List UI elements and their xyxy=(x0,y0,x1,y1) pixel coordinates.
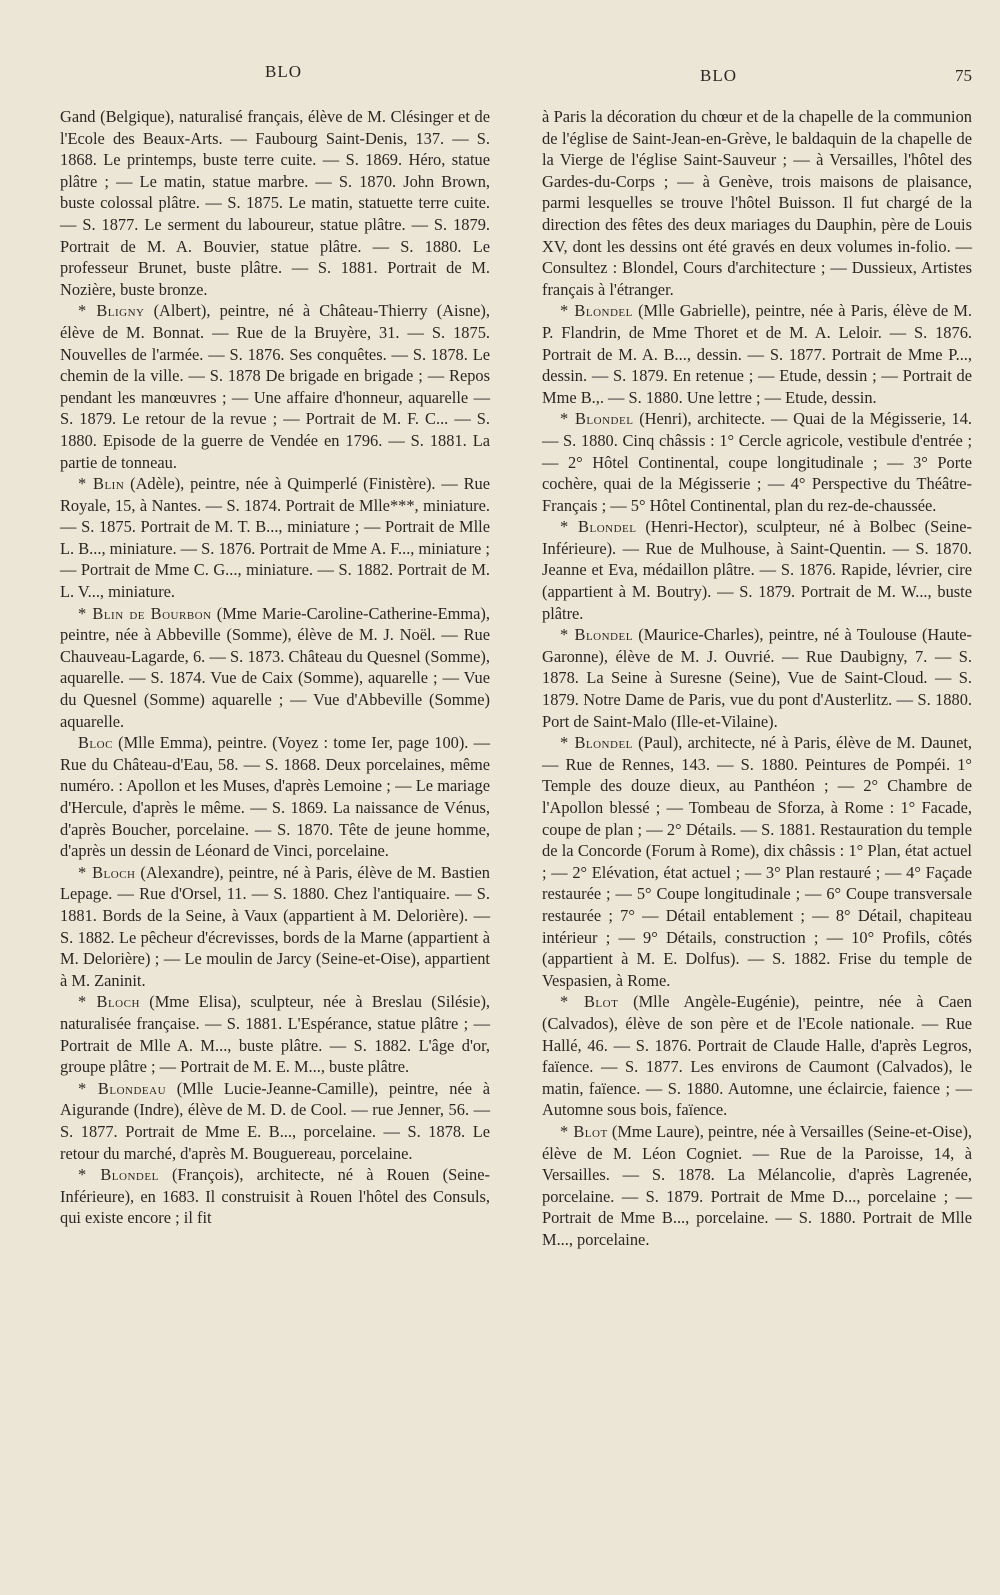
dictionary-entry xyxy=(60,732,490,862)
entry-head: * Bligny xyxy=(78,301,145,321)
entry-head: * Blondeau xyxy=(78,1078,167,1098)
entry-head: * Blondel xyxy=(78,1165,159,1185)
entry-text: (Mme Marie-Caroline-Catherine-Emma), peintre, née à Abbeville (Somme), élève de M. J. Noël. — Rue Chauveau-Lagarde, 6. — S. 1873. Château du Quesnel (Somme), aquarelle. — S. 1874. Vue de Caix (Somme), aquarelle ; — Vue du Quesnel (Somme) aquarelle ; — Vue d'Abbeville (Somme) aquarelle. xyxy=(60,603,490,731)
entry-text: (Maurice-Charles), peintre, né à Toulouse (Haute-Garonne), élève de M. J. Ouvrié. — Rue Daubigny, 7. — S. 1878. La Seine à Suresne (Seine), Vue de Saint-Cloud. — S. 1879. Notre Dame de Paris, vue du pont d'Austerlitz. — S. 1880. Port de Saint-Malo (Ille-et-Vilaine). xyxy=(542,625,972,731)
page-header xyxy=(60,58,972,106)
dictionary-entry xyxy=(60,300,490,473)
entry-head: * Blondel xyxy=(560,301,633,321)
entry-head: * Blondel xyxy=(560,625,633,645)
running-head-left: BLO xyxy=(265,62,302,81)
dictionary-entry xyxy=(542,732,972,991)
entry-head: * Blot xyxy=(560,992,619,1012)
entry-head: Bloc xyxy=(78,733,113,753)
entry-head: * Blondel xyxy=(560,517,637,537)
dictionary-entry xyxy=(60,991,490,1077)
dictionary-entry xyxy=(60,1164,490,1229)
entry-text: (Mme Elisa), sculpteur, née à Breslau (Silésie), naturalisée française. — S. 1881. L'Espérance, statue plâtre ; — Portrait de Mlle A. M..., buste plâtre. — S. 1882. L'âge d'or, groupe plâtre ; — Portrait de M. E. M..., buste plâtre. xyxy=(60,992,491,1077)
entry-head: * Blondel xyxy=(560,733,633,753)
dictionary-entry xyxy=(60,473,490,603)
entry-head: * Blin xyxy=(78,474,125,494)
left-column xyxy=(60,106,490,1250)
entry-text: (Adèle), peintre, née à Quimperlé (Finistère). — Rue Royale, 15, à Nantes. — S. 1874. Portrait de Mlle***, miniature. — S. 1875. Portrait de M. T. B..., miniature ; — Portrait de Mlle L. B..., miniature. — S. 1876. Portrait de Mme A. F..., miniature ; — Portrait de Mme C. G..., miniature. — S. 1882. Portrait de M. L. V..., miniature. xyxy=(60,474,490,602)
entry-text: (Henri), architecte. — Quai de la Mégisserie, 14. — S. 1880. Cinq châssis : 1° Cercle agricole, vestibule d'entrée ; — 2° Hôtel Continental, coupe longitudinale ; — 3° Porte cochère, quai de la Mégisserie ; — 4° Perspective du Théâtre-Français ; — 5° Hôtel Continental, plan du rez-de-chaussée. xyxy=(542,409,972,515)
entry-text: (Paul), architecte, né à Paris, élève de M. Daunet, — Rue de Rennes, 143. — S. 1880. Peintures de Pompéi. 1° Temple des douze dieux, au Panthéon ; — 2° Chambre de l'Apollon blessé ; — Tombeau de Sforza, à Rome : 1° Facade, coupe de plan ; — 2° Détails. — S. 1881. Restauration du temple de la Concorde (Forum à Rome), dix châssis : 1° Plan, état actuel ; — 2° Elévation, état actuel ; — 3° Plan restauré ; — 4° Façade restaurée ; — 5° Coupe longitudinale ; — 6° Coupe transversale restaurée ; 7° — Détail entablement ; — 8° Détail, chapiteau intérieur ; — 9° Détails, construction ; — 10° Profils, côtés (appartient à M. E. Dolfus). — S. 1882. Frise du temple de Vespasien, à Rome. xyxy=(542,733,972,990)
dictionary-entry xyxy=(542,300,972,408)
entry-text: (Mlle Gabrielle), peintre, née à Paris, élève de M. P. Flandrin, de Mme Thoret et de M. A. Leloir. — S. 1876. Portrait de M. A. B..., dessin. — S. 1877. Portrait de Mme P..., dessin. — S. 1879. En retenue ; — Etude, dessin ; — Portrait de Mme B.,. — S. 1880. Une lettre ; — Etude, dessin. xyxy=(542,301,972,407)
entry-text: (Mlle Angèle-Eugénie), peintre, née à Caen (Calvados), élève de son père et de l'Ecole nationale. — Rue Hallé, 46. — S. 1876. Portrait de Claude Halle, d'après Legros, faïence. — S. 1877. Les environs de Caumont (Calvados), le matin, faïence. — S. 1880. Automne, une éclaircie, faience ; — Automne sous bois, faïence. xyxy=(542,992,973,1120)
dictionary-entry xyxy=(542,516,972,624)
entry-text: (Mme Laure), peintre, née à Versailles (Seine-et-Oise), élève de M. Léon Cogniet. — Rue de la Paroisse, 14, à Versailles. — S. 1878. La Mélancolie, d'après Lagrenée, porcelaine. — S. 1879. Portrait de Mme D..., porcelaine ; — Portrait de Mme B..., porcelaine. — S. 1880. Portrait de Mlle M..., porcelaine. xyxy=(542,1121,972,1249)
text-columns xyxy=(60,106,972,1250)
dictionary-entry xyxy=(60,862,490,992)
dictionary-entry xyxy=(60,603,490,733)
dictionary-entry xyxy=(542,1121,972,1251)
continued-entry: à Paris la décoration du chœur et de la chapelle de la communion de l'église de Saint-Jean-en-Grève, le baldaquin de la chapelle de la Vierge de l'église Saint-Sauveur ; — à Versailles, l'hôtel des Gardes-du-Corps ; — à Genève, trois maisons de plaisance, parmi lesquelles se trouve l'hôtel Buisson. Il fut chargé de la direction des fêtes des deux mariages du Dauphin, père de Louis XV, dont les dessins ont été gravés en deux volumes in-folio. — Consultez : Blondel, Cours d'architecture ; — Dussieux, Artistes français à l'étranger. xyxy=(542,107,972,299)
dictionary-entry xyxy=(542,408,972,516)
entry-text: (Albert), peintre, né à Château-Thierry (Aisne), élève de M. Bonnat. — Rue de la Bruyère, 31. — S. 1875. Nouvelles de l'armée. — S. 1876. Ses conquêtes. — S. 1878. Le chemin de la ville. — S. 1878 De brigade en brigade ; — Repos pendant les manœuvres ; — Une affaire d'honneur, aquarelle — S. 1879. Le retour de la revue ; — Portrait de M. F. C... — S. 1880. Episode de la guerre de Vendée en 1796. — S. 1881. La partie de tonneau. xyxy=(60,301,490,472)
entry-head: * Bloch xyxy=(78,862,136,882)
running-head-right: BLO xyxy=(700,66,737,85)
entry-text: (Alexandre), peintre, né à Paris, élève de M. Bastien Lepage. — Rue d'Orsel, 11. — S. 1880. Chez l'antiquaire. — S. 1881. Bords de la Seine, à Vaux (appartient à M. Delorière). — S. 1882. Le pêcheur d'écrevisses, bords de la Marne (appartient à M. Delorière) ; — Le moulin de Jarcy (Seine-et-Oise), appartient à M. Zaninit. xyxy=(60,862,491,990)
entry-head: * Blin de Bourbon xyxy=(78,603,212,623)
entry-text: (Henri-Hector), sculpteur, né à Bolbec (Seine-Inférieure). — Rue de Mulhouse, à Saint-Quentin. — S. 1870. Jeanne et Eva, médaillon plâtre. — S. 1876. Rapide, lévrier, cire (appartient à M. Boutry). — S. 1879. Portrait de M. W..., buste plâtre. xyxy=(542,517,973,623)
entry-head: * Blot xyxy=(560,1121,608,1141)
entry-text: (François), architecte, né à Rouen (Seine-Inférieure), en 1683. Il construisit à Rouen l'hôtel des Consuls, qui existe encore ; il fit xyxy=(60,1165,490,1228)
entry-head: * Bloch xyxy=(78,992,140,1012)
entry-text: (Mlle Emma), peintre. (Voyez : tome Ier, page 100). — Rue du Château-d'Eau, 58. — S. 1868. Deux porcelaines, même numéro. : Apollon et les Muses, d'après Lemoine ; — Le mariage d'Hercule, d'après le même. — S. 1869. La naissance de Vénus, d'après Boucher, porcelaine. — S. 1870. Tête de jeune homme, d'après un dessin de Léonard de Vinci, porcelaine. xyxy=(60,733,490,861)
entry-text: (Mlle Lucie-Jeanne-Camille), peintre, née à Aigurande (Indre), élève de M. D. de Cool. — rue Jenner, 56. — S. 1877. Portrait de Mme E. B..., porcelaine. — S. 1878. Le retour du marché, d'après M. Bouguereau, porcelaine. xyxy=(60,1078,490,1163)
right-column xyxy=(542,106,972,1250)
dictionary-entry xyxy=(60,1078,490,1164)
continued-entry: Gand (Belgique), naturalisé français, élève de M. Clésinger et de l'Ecole des Beaux-Arts. — Faubourg Saint-Denis, 137. — S. 1868. Le printemps, buste terre cuite. — S. 1869. Héro, statue plâtre ; — Le matin, statue marbre. — S. 1870. John Brown, buste colossal plâtre. — S. 1875. Le matin, statuette terre cuite. — S. 1877. Le serment du laboureur, statue plâtre. — S. 1879. Portrait de M. A. Bouvier, statue plâtre. — S. 1880. Le professeur Brunet, buste plâtre. — S. 1881. Portrait de M. Nozière, buste bronze. xyxy=(60,107,490,299)
page-number: 75 xyxy=(955,66,972,85)
dictionary-entry xyxy=(542,624,972,732)
entry-head: * Blondel xyxy=(560,409,634,429)
dictionary-entry xyxy=(542,991,972,1121)
